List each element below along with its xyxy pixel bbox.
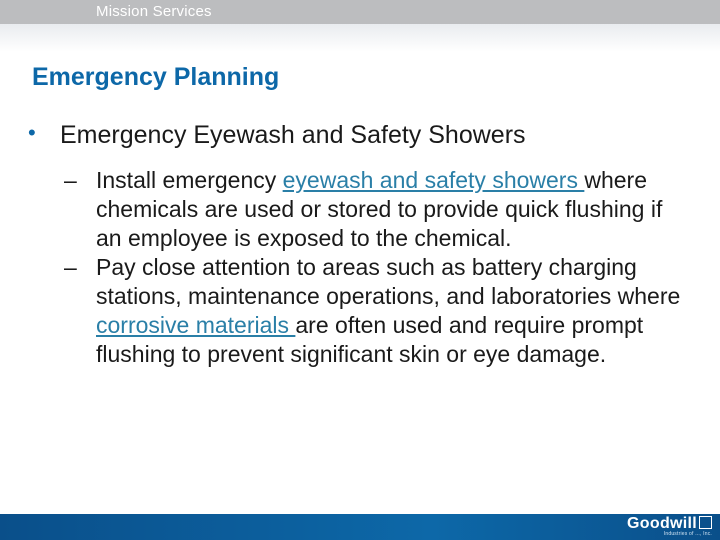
sub-bullet-text: Install emergency (96, 167, 283, 193)
corrosive-materials-link[interactable]: corrosive materials (96, 312, 296, 338)
footer-bar (0, 514, 720, 540)
sub-bullet-text: Pay close attention to areas such as battery charging stations, maintenance operations, and laboratories where (96, 254, 681, 309)
bullet-marker: • (28, 120, 36, 145)
sub-bullet-list (64, 166, 684, 369)
logo-wordmark: Goodwill (627, 515, 697, 532)
sub-bullet-item (64, 253, 684, 369)
sub-bullet-text: where chemicals are used or stored to provide quick flushing if an employee is exposed to the chemical. (96, 167, 663, 251)
sub-bullet-item (64, 166, 684, 253)
logo-tagline: Industries of ..., Inc. (663, 531, 712, 537)
goodwill-logo (627, 516, 712, 538)
header-bar (0, 0, 720, 24)
header-gradient (0, 24, 720, 52)
eyewash-link[interactable]: eyewash and safety showers (282, 167, 585, 193)
sub-bullet-text: are often used and require prompt flushing to prevent significant skin or eye damage. (96, 312, 644, 367)
header-section-label: Mission Services (96, 3, 212, 20)
sub-bullet-dash: – (64, 167, 77, 193)
sub-bullet-dash: – (64, 254, 77, 280)
slide-title: Emergency Planning (32, 63, 280, 91)
goodwill-g-icon (699, 516, 712, 529)
bullet-text: Emergency Eyewash and Safety Showers (60, 121, 526, 149)
